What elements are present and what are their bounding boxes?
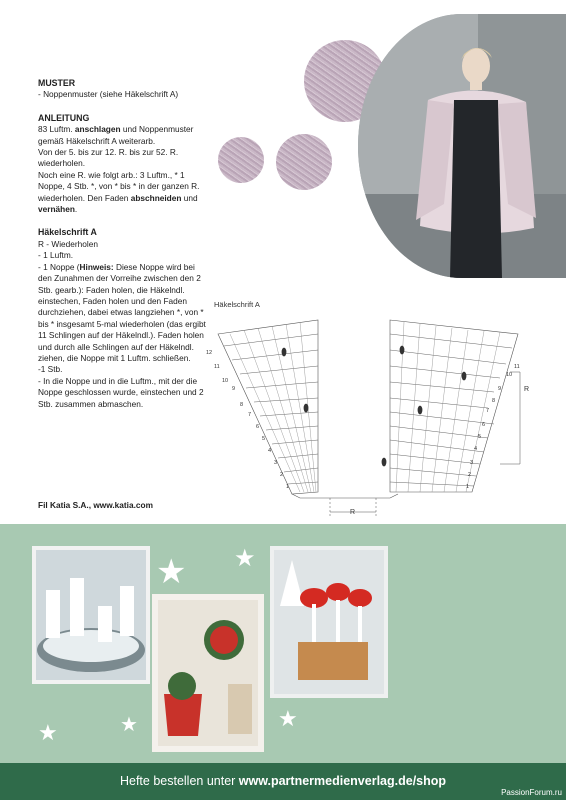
crochet-chart: [200, 312, 540, 524]
row-number: 9: [232, 386, 236, 392]
star-icon: ★: [278, 706, 298, 731]
row-number: 4: [474, 446, 478, 452]
model-photo-illustration: [358, 14, 566, 278]
muster-line: - Noppenmuster (siehe Häkelschrift A): [38, 89, 179, 100]
order-bar-text: Hefte bestellen unter: [119, 774, 239, 788]
row-number: 10: [506, 372, 513, 378]
row-number: 1: [286, 484, 290, 490]
star-icon: ★: [234, 545, 256, 572]
legend-double-crochet: -1 Stb.: [38, 364, 63, 375]
pattern-instructions: [38, 78, 213, 410]
row-number: 6: [256, 424, 260, 430]
legend-chain: - 1 Luftm.: [38, 250, 74, 261]
row-number: 2: [468, 472, 472, 478]
row-number: 7: [248, 412, 252, 418]
row-number: 5: [478, 434, 482, 440]
shop-link[interactable]: www.partnermedienverlag.de/shop: [238, 774, 447, 788]
star-icon: ★: [38, 720, 58, 745]
row-number: 12: [206, 350, 213, 356]
row-number: 2: [280, 472, 284, 478]
row-number: 3: [274, 460, 278, 466]
row-number: 9: [498, 386, 502, 392]
legend-repeat: R - Wiederholen: [38, 238, 98, 249]
legend-decrease: - In die Noppe und in die Luftm., mit der die Noppe geschlossen wurde, einstechen und 2 Stb. zusammen abmaschen.: [38, 375, 204, 409]
row-number: 10: [222, 378, 229, 384]
anleitung-heading: ANLEITUNG: [38, 112, 90, 123]
star-icon: ★: [156, 553, 187, 591]
star-icon: ★: [120, 714, 138, 736]
chart-right-row-numbers: [466, 364, 520, 490]
magazine-advertisement: [0, 524, 566, 800]
legend-bobble: - 1 Noppe (Hinweis: Diese Noppe wird bei den Zunahmen der Vorreihe zwischen den 2 Stb. gearb.): Faden holen, die Häkelndl. einstechen, Faden holen und den Faden durchziehen, dabei etwas langziehen *, von * bis * insgesamt 5-mal wiederholen (das ergibt 11 Schlingen auf der Häkelndl.). Faden holen und durch alle Schlingen auf der Häkelndl. ziehen, die Noppe mit 1 Luftm. schließen.: [38, 261, 206, 363]
row-number: 8: [240, 402, 244, 408]
row-number: 1: [466, 484, 470, 490]
row-number: 11: [514, 364, 520, 370]
row-number: 11: [214, 364, 220, 370]
model-photo: [358, 14, 566, 278]
diagram-title: Häkelschrift A: [214, 300, 260, 309]
chart-base-chain: [292, 494, 398, 498]
yarn-credit: Fil Katia S.A., www.katia.com: [38, 500, 153, 510]
anleitung-paragraph-1: 83 Luftm. anschlagen und Noppenmuster gemäß Häkelschrift A weiterarb.: [38, 124, 194, 146]
row-number: 6: [482, 422, 486, 428]
yarn-ball-small: [218, 137, 264, 183]
row-number: 4: [268, 448, 272, 454]
watermark: PassionForum.ru: [501, 788, 562, 797]
advent-wreath-photo: [32, 546, 150, 684]
haekelschrift-heading: Häkelschrift A: [38, 227, 97, 238]
anleitung-paragraph-2: Von der 5. bis zur 12. R. bis zur 52. R. wiederholen.: [38, 147, 179, 169]
chart-right-wedge: [382, 320, 518, 492]
order-bar: [0, 763, 566, 800]
mushroom-decoration-photo: [270, 546, 388, 698]
chart-left-wedge: [218, 320, 318, 494]
yarn-ball-medium: [276, 134, 332, 190]
row-number: 3: [470, 460, 474, 466]
anleitung-paragraph-3: Noch eine R. wie folgt arb.: 3 Luftm., * 1 Noppe, 4 Stb. *, von * bis * in der ganzen R. wiederholen. Den Faden abschneiden und vernähen.: [38, 169, 200, 215]
muster-heading: MUSTER: [38, 78, 76, 88]
row-number: 8: [492, 398, 496, 404]
row-number: 7: [486, 408, 490, 414]
red-pot-arrangement-photo: [152, 594, 264, 752]
chart-bottom-repeat-label: R: [350, 509, 356, 516]
chart-left-row-numbers: [206, 350, 289, 490]
chart-side-repeat-label: R: [524, 386, 530, 393]
row-number: 5: [262, 436, 266, 442]
